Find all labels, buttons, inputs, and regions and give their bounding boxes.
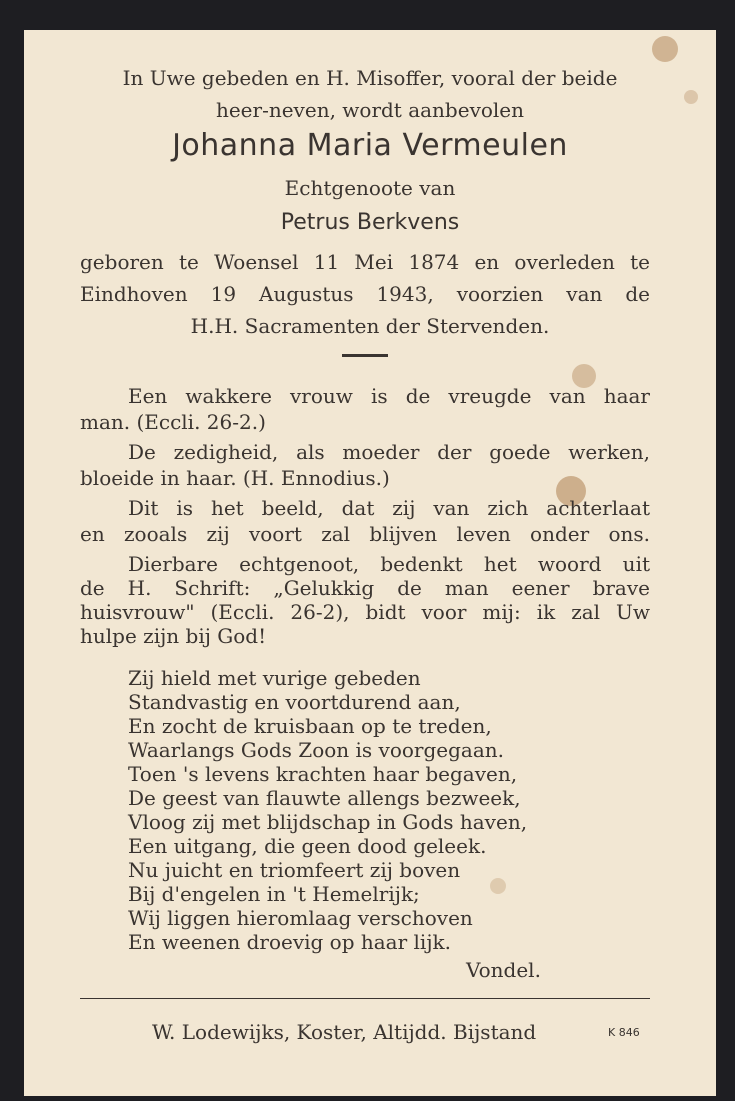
poem-line: Zij hield met vurige gebeden — [128, 666, 421, 690]
verse-3-line-2: en zooals zij voort zal blijven leven onder ons. — [80, 522, 650, 546]
poem-line: Standvastig en voortdurend aan, — [128, 690, 461, 714]
spouse-label: Echtgenoote van — [284, 176, 456, 200]
deceased-name: Johanna Maria Vermeulen — [172, 128, 568, 163]
spouse-name: Petrus Berkvens — [280, 210, 460, 235]
poem-line: Een uitgang, die geen dood geleek. — [128, 834, 487, 858]
verse-4-line-1: Dierbare echtgenoot, bedenkt het woord uit — [128, 552, 650, 576]
intro-line-1: In Uwe gebeden en H. Misoffer, vooral der beide — [122, 66, 618, 90]
poem-line: Wij liggen hieromlaag verschoven — [128, 906, 473, 930]
stain-decoration — [652, 36, 678, 62]
ornament-divider — [342, 354, 388, 357]
verse-3-line-1: Dit is het beeld, dat zij van zich achterlaat — [128, 496, 650, 520]
intro-line-2: heer-neven, wordt aanbevolen — [215, 98, 525, 122]
poem-line: De geest van flauwte allengs bezweek, — [128, 786, 521, 810]
verse-2-line-1: De zedigheid, als moeder der goede werken, — [128, 440, 650, 464]
printer-credit: W. Lodewijks, Koster, Altijdd. Bijstand — [152, 1020, 537, 1044]
verse-2-line-2: bloeide in haar. (H. Ennodius.) — [80, 466, 390, 490]
poem-line: Bij d'engelen in 't Hemelrijk; — [128, 882, 420, 906]
print-code: K 846 — [608, 1026, 640, 1039]
birth-death-line-2: Eindhoven 19 Augustus 1943, voorzien van de — [80, 282, 650, 306]
poem-line: Vloog zij met blijdschap in Gods haven, — [128, 810, 528, 834]
verse-1-line-2: man. (Eccli. 26-2.) — [80, 410, 266, 434]
birth-death-line-1: geboren te Woensel 11 Mei 1874 en overleden te — [80, 250, 650, 274]
poem-line: En zocht de kruisbaan op te treden, — [128, 714, 492, 738]
birth-death-line-3: H.H. Sacramenten der Stervenden. — [190, 314, 550, 338]
poem-line: Waarlangs Gods Zoon is voorgegaan. — [128, 738, 504, 762]
card-paper — [24, 30, 716, 1096]
poem-line: En weenen droevig op haar lijk. — [128, 930, 451, 954]
verse-4-line-3: huisvrouw" (Eccli. 26-2), bidt voor mij: ik zal Uw — [80, 600, 650, 624]
verse-1-line-1: Een wakkere vrouw is de vreugde van haar — [128, 384, 650, 408]
poem-line: Toen 's levens krachten haar begaven, — [128, 762, 518, 786]
stain-decoration — [490, 878, 506, 894]
verse-4-line-2: de H. Schrift: „Gelukkig de man eener brave — [80, 576, 650, 600]
verse-4-line-4: hulpe zijn bij God! — [80, 624, 267, 648]
poem-line: Nu juicht en triomfeert zij boven — [128, 858, 461, 882]
poem-author: Vondel. — [466, 958, 541, 982]
footer-divider — [80, 998, 650, 999]
